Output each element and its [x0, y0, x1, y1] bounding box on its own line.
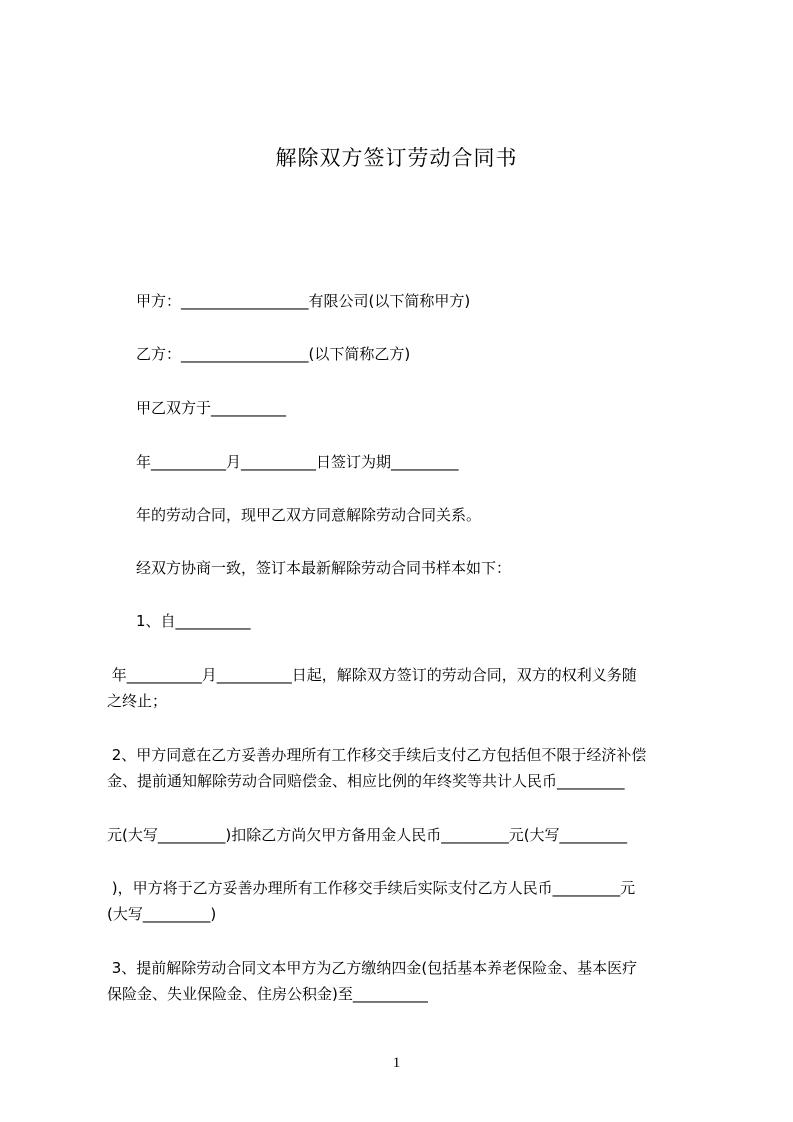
clause-1-line-b: 之终止；: [107, 692, 168, 710]
page-number: 1: [392, 1055, 401, 1071]
party-a-line: 甲方：_________________有限公司(以下简称甲方): [136, 292, 471, 310]
clause-2-line-e: (大写_________): [107, 905, 217, 923]
clause-2-line-a: 2、甲方同意在乙方妥善办理所有工作移交手续后支付乙方包括但不限于经济补偿: [107, 746, 647, 764]
clause-3-line-b: 保险金、失业保险金、住房公积金)至__________: [107, 985, 428, 1003]
signed-on-line: 甲乙双方于__________: [136, 399, 287, 417]
agreement-line: 经双方协商一致，签订本最新解除劳动合同书样本如下：: [136, 559, 512, 577]
clause-3-line-a: 3、提前解除劳动合同文本甲方为乙方缴纳四金(包括基本养老保险金、基本医疗: [107, 959, 638, 977]
clause-2-line-d: )，甲方将于乙方妥善办理所有工作移交手续后实际支付乙方人民币_________元: [107, 879, 636, 897]
clause-1-start: 1、自__________: [136, 612, 251, 630]
clause-2-line-c: 元(大写_________)扣除乙方尚欠甲方备用金人民币_________元(大写_________: [107, 826, 628, 844]
clause-2-line-b: 金、提前通知解除劳动合同赔偿金、相应比例的年终奖等共计人民币_________: [107, 772, 625, 790]
labor-contract-line: 年的劳动合同，现甲乙双方同意解除劳动合同关系。: [136, 506, 482, 524]
document-title: 解除双方签订劳动合同书: [275, 146, 518, 170]
party-b-line: 乙方：_________________(以下简称乙方): [136, 345, 411, 363]
date-term-line: 年__________月__________日签订为期_________: [136, 453, 459, 471]
clause-1-line-a: 年__________月__________日起，解除双方签订的劳动合同，双方的权利义务随: [107, 666, 637, 684]
